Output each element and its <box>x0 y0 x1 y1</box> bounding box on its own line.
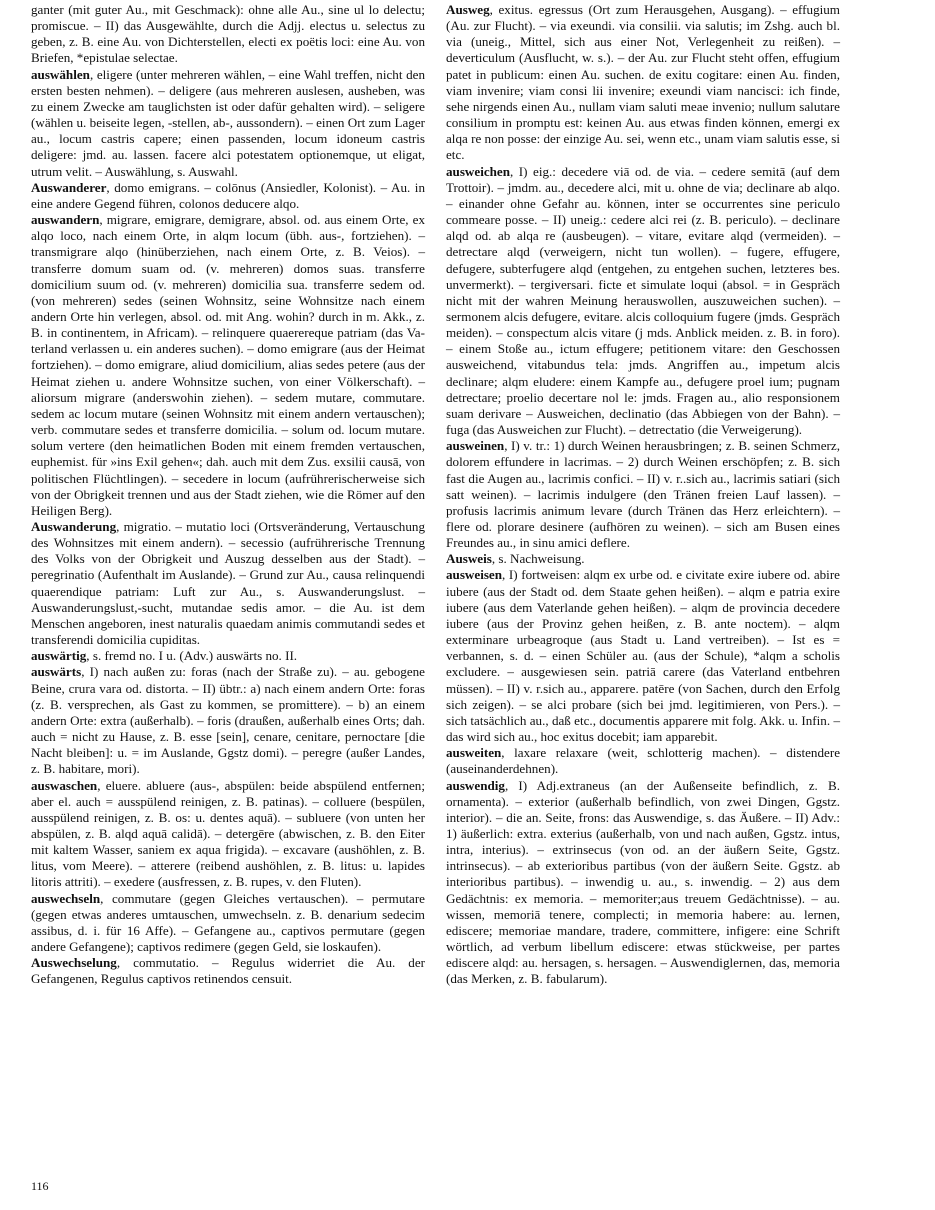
headword: auswaschen <box>31 777 98 793</box>
page-number: 116 <box>31 1179 49 1193</box>
left-column <box>31 2 425 988</box>
dictionary-entry <box>446 778 840 988</box>
entry-text: , s. Nachweisung. <box>491 551 585 567</box>
dictionary-entry <box>446 551 840 567</box>
entry-text: , I) Adj.extraneus (an der Außenseite befindlich, z. B. ornamenta). – exterior (außerhalb befindlich, von zwei Dingen, Ggstz. interior). – die an. Seite, frons: das Auswendige, s. das Äußere. – II) Adv.: 1) äußerlich: extra. exterius (außerhalb, von und nach außen, Ggstz. intus, intra, interius). – extrinsecus (von od. an der äußern Seite, Ggstz. intrinsecus). – ab exterioribus partibus (von der äußern Seite. Ggstz. ab interioribus partibus). – inwendig u. au., s. inwendig. – 2) aus dem Gedächtnis: ex memoria. – memoriter;aus treuem Gedächtnisse). – au. wissen, memoriā tenere, complecti; in memoria habere: au. lernen, ediscere; memoriae mandare, tradere, committere, infigere: eine Schrift wörtlich, ad verbum libellum ediscere: etwas stückweise, per partes ediscere alqd: au. hersagen, s. hersagen. – Auswendiglernen, das, memoria (das Merken, z. B. fabularum). <box>446 777 840 987</box>
entry-text: , commutatio. – Regulus widerriet die Au. der Gefangenen, Regulus captivos retinendos censuit. <box>31 955 425 987</box>
dictionary-entry <box>31 2 425 67</box>
headword: auswählen <box>31 66 90 82</box>
entry-text: ganter (mit guter Au., mit Geschmack): ohne alle Au., sine ul lo delectu; promiscue. – II) das Ausgewählte, durch die Adjj. electus u. selectus zu geben, z. B. eine Au. von Dichterstellen, electi ex poëtis loci: eine Au. von Briefen, *epistulae selectae. <box>31 2 425 66</box>
dictionary-entry <box>446 438 840 551</box>
dictionary-entry <box>31 67 425 180</box>
entry-text: , I) eig.: decedere viā od. de via. – cedere semitā (auf dem Trottoir). – jmdm. au., decedere alci, mit u. ohne de via; declinare ab alqo. – einander ohne Gefahr au. können, inter se occurrentes sine periculo commeare posse. – II) uneig.: cedere alci rei (z. B. periculo). – declinare alqd od. ab alqa re (ausbeugen). – vitare, evitare alqd (vermeiden). – detrectare alqd (verweigern, nicht tun wollen). – fugere, effugere, defugere, subterfugere alqd (entgehen, zu entgehen suchen, letzteres bes. unvermerkt). – tergiversari. ficte et simulate loqui (absol. = in Gespräch nicht mit der wahren Meinung herauswollen, auszuweichen suchen). – sermonem alcis defugere, evitare. alcis colloquium fugere (jmds. Gespräch meiden). – conspectum alcis vitare (j mds. Anblick meiden. z. B. in foro). – einem Stoße au., ictum effugere; petitionem vitare: den Geschossen ausweichend, vitabundus tela: jmds. Angriffen au., impetum alcis declinare; alqm eludere: einem Kampfe au., defugere proel ium; pugnam detrectare; proelio decertare nol le: jmds. Fragen au., alio responsionem suam derivare – Ausweichen, declinatio (das Abbiegen von der Bahn). – fuga (das Ausweichen zur Flucht). – detrectatio (die Verweigerung). <box>446 163 840 438</box>
headword: ausweinen <box>446 438 505 454</box>
headword: ausweisen <box>446 567 503 583</box>
dictionary-entry <box>31 778 425 891</box>
headword: Auswanderer <box>31 179 107 195</box>
dictionary-entry <box>31 519 425 648</box>
headword: auswechseln <box>31 890 101 906</box>
dictionary-entry <box>446 164 840 439</box>
headword: Ausweis <box>446 551 492 567</box>
dictionary-entry <box>446 2 840 164</box>
entry-text: , s. fremd no. I u. (Adv.) auswärts no. II. <box>86 648 298 664</box>
entry-text: , commutare (gegen Gleiches vertauschen). – permutare (gegen etwas anderes umtauschen, umwechseln. z. B. denarium sedecim assibus, d. i. für 16 Affe). – Gefangene au., captivos permutare (gegen andere Gefangene); captivos redimere (gegen Geld, sie loskaufen). <box>31 890 425 955</box>
entry-text: , migrare, emigrare, demigrare, absol. od. aus einem Orte, ex alqo loco, nach einem Orte, in alqm locum (übh. aus-, fortziehen). – transmigrare alqo (hinüberziehen, nach einem Orte, z. B. Veios). – transferre domum suam od. (v. mehreren) domos suas. transferre domicilium suum od. (v. mehreren) domicilia sua. transferre sedem od. (von mehreren) sedes (seinen Wohnsitz, seine Wohnsitze nach einem andern Orte hin verlegen, absol. od. mit Ang. wohin? durch in m. Akk., z. B. in continentem, in Africam). – relinquere quaerereque patriam (das Vaterland verlassen u. ein anderes suchen). – domo emigrare (aus der Heimat fortziehen). – domo emigrare, aliud domicilium, alias sedes petere (aus der Heimat ziehen u. andere Wohnsitze suchen, von einer Völkerschaft). – aliorsum migrare (anderswohin ziehen). – sedem mutare, commutare. sedem ac locum mutare (seinen Wohnsitz mit einem andern vertauschen); verb. commutare sedes et transferre domicilia. – solum od. locum mutare. solum vertere (den heimatlichen Boden mit einem fremden vertauschen, euphemist. für »ins Exil gehen«; dah. auch mit dem Zus. exsilii causā, von politischen Flüchtlingen). – secedere in locum (aufrührerischerweise sich von der Obrigkeit trennen und aus der Stadt ziehen, wie die Römer auf den Heiligen Berg). <box>31 212 425 518</box>
headword: Auswechselung <box>31 955 117 971</box>
dictionary-entry <box>31 180 425 212</box>
dictionary-entry <box>31 955 425 987</box>
headword: auswendig <box>446 777 505 793</box>
entry-text: , migratio. – mutatio loci (Ortsveränderung, Vertauschung des Wohnsitzes mit einem andern). – secessio (aufrührerische Trennung des Volks von der Obrigkeit und Auszug desselben aus der Stadt). – peregrinatio (Aufenthalt im Auslande). – Grund zur Au., causa relinquendi quaerendique patriam: Luft zur Au., s. Auswanderungslust. – Auswanderungslust,-sucht, mutandae sedis amor. – die Au. ist dem Menschen angeboren, inest naturalis quaedam animis commutandi sedes et transferendi domicilia cupiditas. <box>31 519 425 648</box>
entry-text: , domo emigrans. – colōnus (Ansiedler, Kolonist). – Au. in eine andere Gegend führen, colonos deducere alqo. <box>31 179 425 211</box>
dictionary-entry <box>31 891 425 956</box>
dictionary-entry <box>31 212 425 519</box>
entry-text: , I) v. tr.: 1) durch Weinen herausbringen; z. B. seinen Schmerz, dolorem effundere in lacrimas. – 2) durch Weinen erschöpfen; z. B. sich fast die Augen au., lacrimis confici. – II) v. r..sich au., lacrimis satiari (sich satt weinen). – lacrimis indulgere (den Tränen freien Lauf lassen). – profusis lacrimis animum levare (durch Tränen das Herz erleichtern). – flere od. plorare desinere (aufhören zu weinen). – sich am Busen eines Freundes au., in sinu amici deflere. <box>446 438 840 551</box>
dictionary-entry <box>446 567 840 745</box>
headword: auswandern <box>31 212 100 228</box>
entry-text: , I) nach außen zu: foras (nach der Straße zu). – au. gebogene Beine, crura vara od. distorta. – II) übtr.: a) nach einem andern Orte: foras (z. B. versprechen, als Gast zu kommen, se promittere). – b) an einem andern Orte: extra (außerhalb). – foris (draußen, außerhalb eines Orts; dah. auch = nicht zu Hause, z. B. esse [sein], cenare, cenitare, pernoctare [die Nacht bleiben]: u. = im Auslande, Ggstz domi). – peregre (außer Landes, z. B. habitare, mori). <box>31 664 425 777</box>
entry-text: , I) fortweisen: alqm ex urbe od. e civitate exire iubere od. abire iubere (aus der Stadt od. dem Staate gehen heißen). – alqm e patria exire iubere (aus dem Vaterlande gehen heißen). – alqm de provincia decedere iubere (aus der Provinz gehen heißen, z. B. ante noctem). – alqm exterminare urbeagroque (aus Stadt u. Land vertreiben). – Ist es = verbannen, s. d. – einen Schüler au. (aus der Schule), *alqm a scholis excludere. – ausgewiesen sein. patriā carere (das Vaterland entbehren müssen). – II) v. r.sich au., apparere. patēre (von Sachen, durch den Erfolg sich zeigen). – se alci probare (sich bei jmd. legitimieren, von Pers.). – sich tatsächlich au., daß etc., documentis apparere mit folg. Akk. u. Infin. – das wird sich au., hoc exitus docebit; iam apparebit. <box>446 567 840 745</box>
dictionary-entry <box>31 664 425 777</box>
headword: auswärts <box>31 664 82 680</box>
dictionary-entry <box>446 745 840 777</box>
headword: auswärtig <box>31 648 87 664</box>
headword: ausweiten <box>446 745 502 761</box>
headword: ausweichen <box>446 163 511 179</box>
headword: Ausweg <box>446 2 490 17</box>
entry-text: , exitus. egressus (Ort zum Herausgehen, Ausgang). – effugium (Au. zur Flucht). – via exeundi. via consilii. via salutis; im Zshg. auch bl. via (uneig., Mittel, sich aus einer Not, Verlegenheit zu reißen). – deverticulum (Ausflucht, w. s.). – der Au. zur Flucht steht offen, effugium patet in publicum: einen Au. suchen. de exitu cogitare: einen Au. finden, viam invenire; viam consi lii invenire; exeundi viam nancisci: ich finde, sehe nirgends einen Au., nullam viam saluti meae invenio; nullum salutare consilium in promptu est: keinen Au. aus etwas finden können, emergi ex alqa re non posse: der einzige Au. sei, wenn etc., unam viam salutis esse, si etc. <box>446 2 840 163</box>
headword: Auswanderung <box>31 519 117 534</box>
dictionary-entry <box>31 648 425 664</box>
entry-text: , eluere. abluere (aus-, abspülen: beide abspülend entfernen; aber el. auch = ausspülend reinigen, z. B. patinas). – colluere (bespülen, ausspülend reinigen, z. B. os: u. dentes aquā). – subluere (von unten her abspülen, z. B. alqd aquā calidā). – detergēre (abwischen, z. B. den Eiter mit kaltem Wasser, saniem ex aqua frigida). – excavare (aushöhlen, z. B. litus, vom Meere). – atterere (reibend aushöhlen, z. B. litus: u. lapides litoris attriti). – exedere (ausfressen, z. B. rupes, v. den Fluten). <box>31 777 425 890</box>
entry-text: , laxare relaxare (weit, schlotterig machen). – distendere (auseinanderdehnen). <box>446 745 840 777</box>
right-column <box>446 2 840 988</box>
entry-text: , eligere (unter mehreren wählen, – eine Wahl treffen, nicht den ersten besten nehmen). – deligere (aus mehreren auslesen, ausheben, was zu einem Zwecke am tauglichsten ist oder dafür gehalten wird). – seligere (wählen u. beiseite legen, -stellen, ab-, aussondern). – einen Ort zum Lager au., locum castris capere; einen passenden, locum idoneum castris deligere: jmd. au. lassen. facere alci potestatem optionemque, ut eligat, utrum velit. – Auswählung, s. Auswahl. <box>31 66 425 179</box>
